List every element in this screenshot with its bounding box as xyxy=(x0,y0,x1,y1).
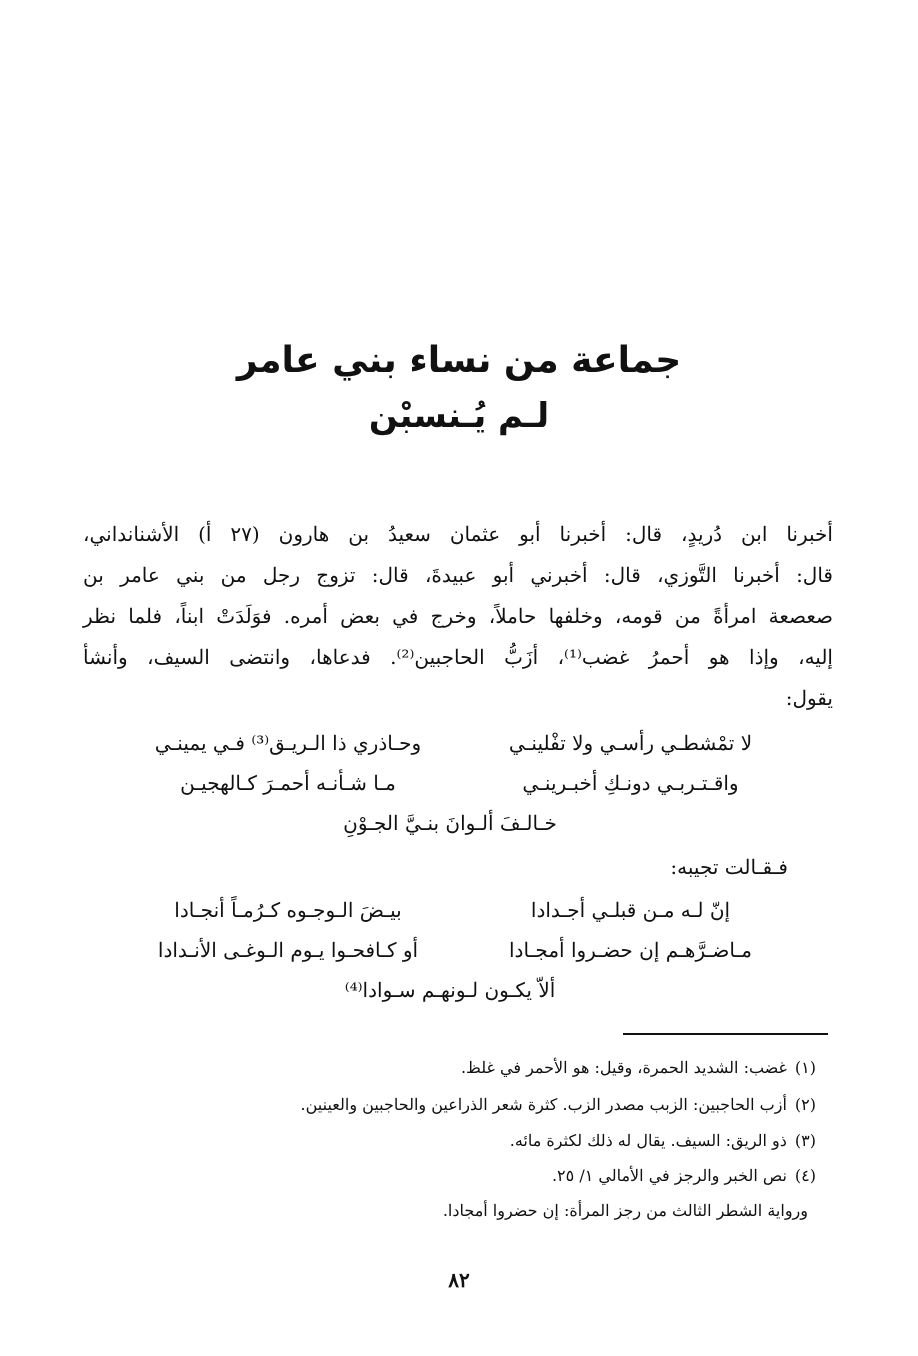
verse-extra-line: ألاّ يكـون لـونهـم سـوادا⁽⁴⁾ xyxy=(344,978,556,1002)
verse-second-hemistich: أو كـافحـوا يـوم الـوغـى الأنـدادا xyxy=(157,938,419,962)
footnote xyxy=(443,1201,816,1220)
footnote-number: (٢) xyxy=(794,1095,816,1114)
paragraph-line: إليه، وإذا هو أحمرُ غضب⁽¹⁾، أزَبُّ الحاجبين⁽²⁾. فدعاها، وانتضى السيف، وأنشأ xyxy=(83,645,833,669)
page-number: ٨٢ xyxy=(448,1268,470,1292)
verse-extra-line: خـالـفَ ألـوانَ بنـيَّ الجـوْنِ xyxy=(343,811,557,835)
footnote-number: (٤) xyxy=(794,1166,816,1185)
paragraph-line: صعصعة امرأةً من قومه، وخلفها حاملاً، وخرج في بعض أمره. فوَلَدَتْ ابناً، فلما نظر xyxy=(83,604,833,628)
chapter-subtitle: لـم يُـنسبْن xyxy=(368,396,550,436)
paragraph-line: يقول: xyxy=(785,686,833,710)
footnote-text: ذو الريق: السيف. يقال له ذلك لكثرة مائه. xyxy=(509,1131,787,1150)
reply-label: فـقـالت تجيبه: xyxy=(670,855,788,879)
footnote-text: نص الخبر والرجز في الأمالي ١/ ٢٥. xyxy=(551,1166,787,1185)
footnote xyxy=(552,1166,816,1185)
paragraph-line: أخبرنا ابن دُريدٍ، قال: أخبرنا أبو عثمان سعيدُ بن هارون (٢٧ أ) الأشنانداني، xyxy=(83,522,833,546)
verse-first-hemistich: إنّ لـه مـن قبلـي أجـدادا xyxy=(530,898,731,922)
footnote xyxy=(510,1131,816,1150)
footnote-number: (٣) xyxy=(794,1131,816,1150)
verse-first-hemistich: واقـتـربـي دونـكِ أخبـرينـي xyxy=(522,771,739,795)
footnote-number: (١) xyxy=(794,1058,816,1077)
footnote-text: ورواية الشطر الثالث من رجز المرأة: إن حضروا أمجادا. xyxy=(442,1201,808,1220)
footnote xyxy=(461,1058,816,1077)
footnote-text: غضب: الشديد الحمرة، وقيل: هو الأحمر في غلظ. xyxy=(460,1058,787,1077)
verse-second-hemistich: مـا شـأنـه أحمـرَ كـالهجيـن xyxy=(180,771,396,795)
verse-second-hemistich: بيـضَ الـوجـوه كـرُمـاً أنجـادا xyxy=(174,898,402,922)
chapter-title: جماعة من نساء بني عامر xyxy=(236,340,682,381)
verse-first-hemistich: مـاضـرَّهـم إن حضـروا أمجـادا xyxy=(509,938,752,962)
footnote xyxy=(301,1095,816,1114)
verse-second-hemistich: وحـاذري ذا الـريـق⁽³⁾ فـي يمينـي xyxy=(154,731,422,755)
paragraph-line: قال: أخبرنا التَّوزي، قال: أخبرني أبو عبيدةَ، قال: تزوج رجل من بني عامر بن xyxy=(83,563,833,587)
verse-first-hemistich: لا تمْشطـي رأسـي ولا تفْلينـي xyxy=(508,731,753,755)
narrative-paragraph xyxy=(83,514,833,719)
footnote-text: أزب الحاجبين: الزبب مصدر الزب. كثرة شعر الذراعين والحاجبين والعينين. xyxy=(300,1095,787,1114)
footnote-separator xyxy=(623,1033,828,1035)
